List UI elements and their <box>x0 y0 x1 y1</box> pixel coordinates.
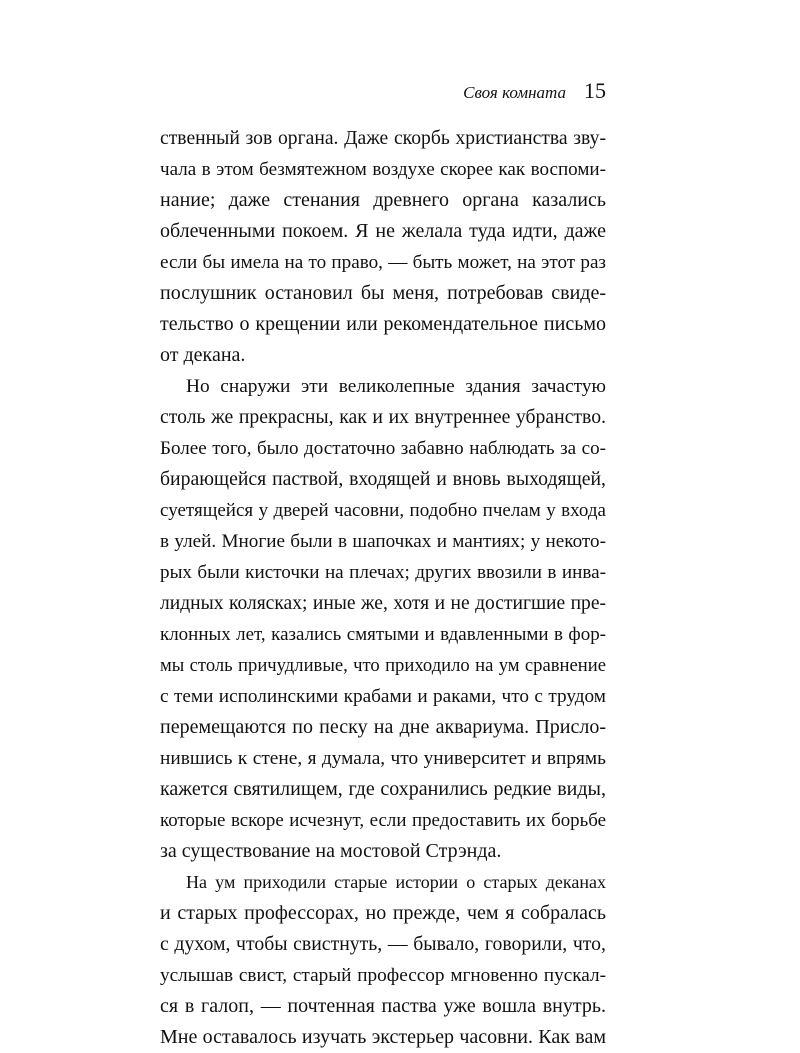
text-line: нание; даже стенания древнего органа казались <box>160 189 606 211</box>
text-line: если бы имела на то право, — быть может, на этот раз <box>160 252 606 273</box>
text-line: с теми исполинскими крабами и раками, что с трудом <box>160 686 606 707</box>
text-line: столь же прекрасны, как и их внутреннее убранство. <box>160 406 606 428</box>
running-title: Своя комната <box>463 83 566 102</box>
text-line: послушник остановил бы меня, потребовав свиде- <box>160 282 606 304</box>
text-line: ственный зов органа. Даже скорбь христианства зву- <box>160 128 606 149</box>
page-number: 15 <box>584 78 606 103</box>
text-line: перемещаются по песку на дне аквариума. Присло- <box>160 716 606 738</box>
text-line: Мне оставалось изучать экстерьер часовни. Как вам <box>160 1026 606 1048</box>
text-line: суетящейся у дверей часовни, подобно пчелам у входа <box>160 500 606 521</box>
text-line: бирающейся паствой, входящей и вновь выходящей, <box>160 468 606 490</box>
text-line: лидных колясках; иные же, хотя и не достигшие пре- <box>160 593 606 614</box>
text-line: чала в этом безмятежном воздухе скорее как воспоми- <box>160 159 606 180</box>
text-line: с духом, чтобы свистнуть, — бывало, говорили, что, <box>160 933 606 955</box>
text-line: облеченными покоем. Я не желала туда идти, даже <box>160 220 606 242</box>
text-line: в улей. Многие были в шапочках и мантиях; у некото- <box>160 531 606 552</box>
text-line: от декана. <box>160 344 246 366</box>
text-line: рых были кисточки на плечах; других ввозили в инва- <box>160 562 606 583</box>
text-line: кажется святилищем, где сохранились редкие виды, <box>160 778 606 800</box>
text-line: На ум приходили старые истории о старых деканах <box>186 872 606 892</box>
text-line: Но снаружи эти великолепные здания зачастую <box>186 376 606 397</box>
text-line: которые вскоре исчезнут, если предоставить их борьбе <box>160 810 606 831</box>
text-line: мы столь причудливые, что приходило на ум сравнение <box>160 655 606 676</box>
text-line: Более того, было достаточно забавно наблюдать за со- <box>160 438 606 459</box>
text-line: ся в галоп, — почтенная паства уже вошла внутрь. <box>160 995 606 1017</box>
text-line: тельство о крещении или рекомендательное письмо <box>160 313 606 335</box>
body-text <box>160 123 606 1053</box>
text-line: и старых профессорах, но прежде, чем я собралась <box>160 902 606 924</box>
text-line: услышав свист, старый профессор мгновенно пускал- <box>160 965 606 986</box>
text-line: за существование на мостовой Стрэнда. <box>160 840 502 862</box>
text-line: клонных лет, казались смятыми и вдавленными в фор- <box>160 624 606 645</box>
text-line: нившись к стене, я думала, что университет и впрямь <box>160 748 606 769</box>
running-head <box>420 78 606 104</box>
